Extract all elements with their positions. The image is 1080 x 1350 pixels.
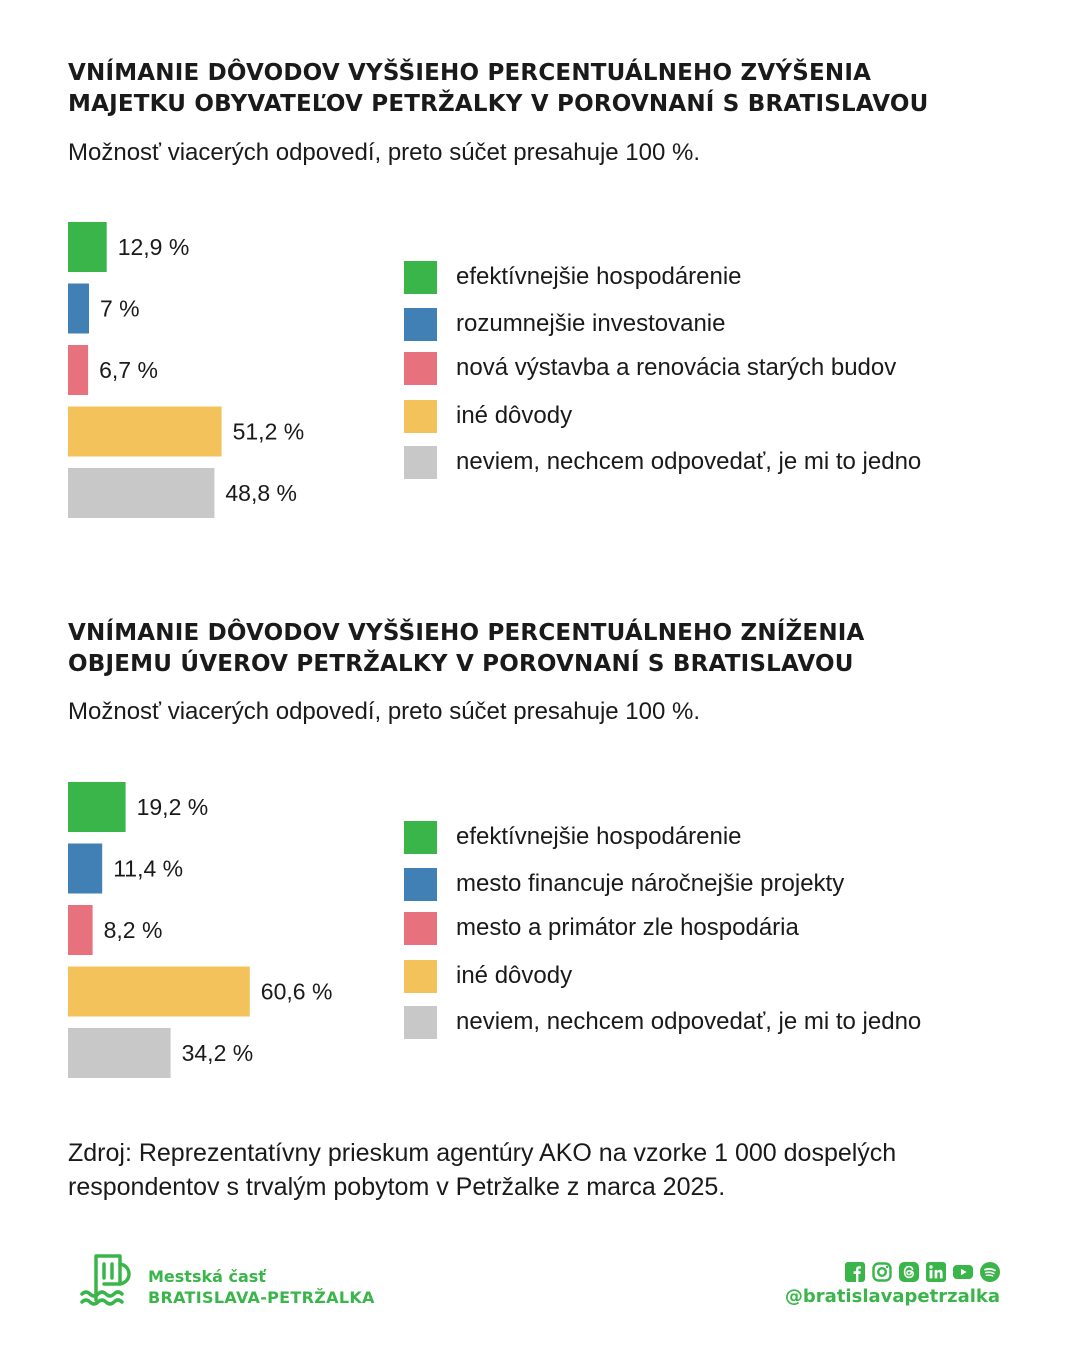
chart2-subtitle: Možnosť viacerých odpovedí, preto súčet presahuje 100 %. (68, 698, 701, 725)
legend-swatch (404, 400, 437, 433)
social-links (760, 1262, 1000, 1322)
legend-label: mesto a primátor zle hospodária (456, 914, 799, 941)
chart1-title-line1: VNÍMANIE DÔVODOV VYŠŠIEHO PERCENTUÁLNEHO ZVÝŠENIA (68, 60, 872, 86)
chart1-bar-2 (68, 284, 89, 334)
chart2-title (68, 618, 865, 680)
legend-swatch (404, 308, 437, 341)
chart1-bar-label-3: 6,7 % (99, 357, 158, 383)
legend-label: iné dôvody (456, 402, 573, 429)
legend-swatch (404, 261, 437, 294)
chart1-legend-item-5 (404, 445, 921, 479)
legend-label: neviem, nechcem odpovedať, je mi to jedno (456, 448, 922, 475)
chart2-bar-label-4: 60,6 % (260, 978, 333, 1005)
legend-swatch (404, 868, 437, 901)
petrzalka-logo-icon (80, 1250, 142, 1312)
chart2-bar-2 (68, 844, 102, 894)
chart1-bar-label-2: 7 % (100, 295, 140, 322)
chart2-bar-4 (68, 967, 250, 1017)
chart2-title-line1: VNÍMANIE DÔVODOV VYŠŠIEHO PERCENTUÁLNEHO ZNÍŽENIA (68, 620, 865, 646)
legend-swatch (404, 912, 437, 945)
chart2-legend-item-1 (404, 820, 742, 854)
legend-label: efektívnejšie hospodárenie (456, 823, 742, 850)
chart1-title (68, 58, 929, 120)
chart1-bar-label-5: 48,8 % (225, 480, 298, 506)
chart1-legend-item-4 (404, 399, 572, 433)
chart2-bar-5 (68, 1028, 171, 1078)
brand-logo[interactable] (80, 1250, 440, 1312)
logo-line1: Mestská časť (148, 1267, 266, 1286)
chart2-legend-item-2 (404, 867, 844, 901)
youtube-icon[interactable] (953, 1262, 973, 1282)
chart2-legend-item-3 (404, 911, 799, 945)
facebook-icon[interactable] (845, 1262, 865, 1282)
spotify-icon[interactable] (980, 1262, 1000, 1282)
legend-label: neviem, nechcem odpovedať, je mi to jedno (456, 1008, 922, 1035)
legend-swatch (404, 352, 437, 385)
chart2-legend-item-5 (404, 1005, 921, 1039)
logo-text (148, 1267, 375, 1309)
chart1-bar-1 (68, 222, 107, 272)
legend-swatch (404, 1006, 437, 1039)
linkedin-icon[interactable] (926, 1262, 946, 1282)
chart2-title-line2: OBJEMU ÚVEROV PETRŽALKY V POROVNANÍ S BRATISLAVOU (68, 651, 854, 677)
chart2-bar-label-1: 19,2 % (136, 794, 209, 820)
legend-label: iné dôvody (456, 962, 573, 989)
chart1-title-line2: MAJETKU OBYVATEĽOV PETRŽALKY V POROVNANÍ S BRATISLAVOU (68, 91, 929, 117)
chart1-legend-item-1 (404, 260, 742, 294)
chart1-bar-5 (68, 468, 214, 518)
chart1-subtitle: Možnosť viacerých odpovedí, preto súčet presahuje 100 %. (68, 139, 701, 166)
chart1-legend-item-2 (404, 307, 725, 341)
chart1-bar-4 (68, 407, 222, 457)
legend-swatch (404, 821, 437, 854)
logo-line2: BRATISLAVA-PETRŽALKA (148, 1288, 375, 1307)
chart1-bar-3 (68, 345, 88, 395)
chart2-legend-item-4 (404, 959, 572, 993)
chart2-bar-label-5: 34,2 % (181, 1040, 254, 1066)
chart1-bar-label-4: 51,2 % (232, 418, 305, 445)
source-note: Zdroj: Reprezentatívny prieskum agentúry AKO na vzorke 1 000 dospelých respondentov s trvalým pobytom v Petržalke z marca 2025. (68, 1139, 897, 1201)
chart2-bar-1 (68, 782, 126, 832)
chart1-bar-label-1: 12,9 % (117, 234, 190, 260)
chart2-bar-label-3: 8,2 % (103, 917, 163, 943)
legend-swatch (404, 960, 437, 993)
legend-label: rozumnejšie investovanie (456, 310, 726, 337)
chart1-legend-item-3 (404, 351, 896, 385)
social-handle-link[interactable]: @bratislavapetrzalka (784, 1286, 1000, 1307)
legend-label: mesto financuje náročnejšie projekty (456, 870, 845, 897)
threads-icon[interactable] (899, 1262, 919, 1282)
chart2-bar-3 (68, 905, 93, 955)
legend-label: nová výstavba a renovácia starých budov (456, 354, 897, 381)
social-icons (845, 1262, 1000, 1282)
legend-label: efektívnejšie hospodárenie (456, 263, 742, 290)
chart2-bar-label-2: 11,4 % (113, 855, 184, 882)
instagram-icon[interactable] (872, 1262, 892, 1282)
legend-swatch (404, 446, 437, 479)
